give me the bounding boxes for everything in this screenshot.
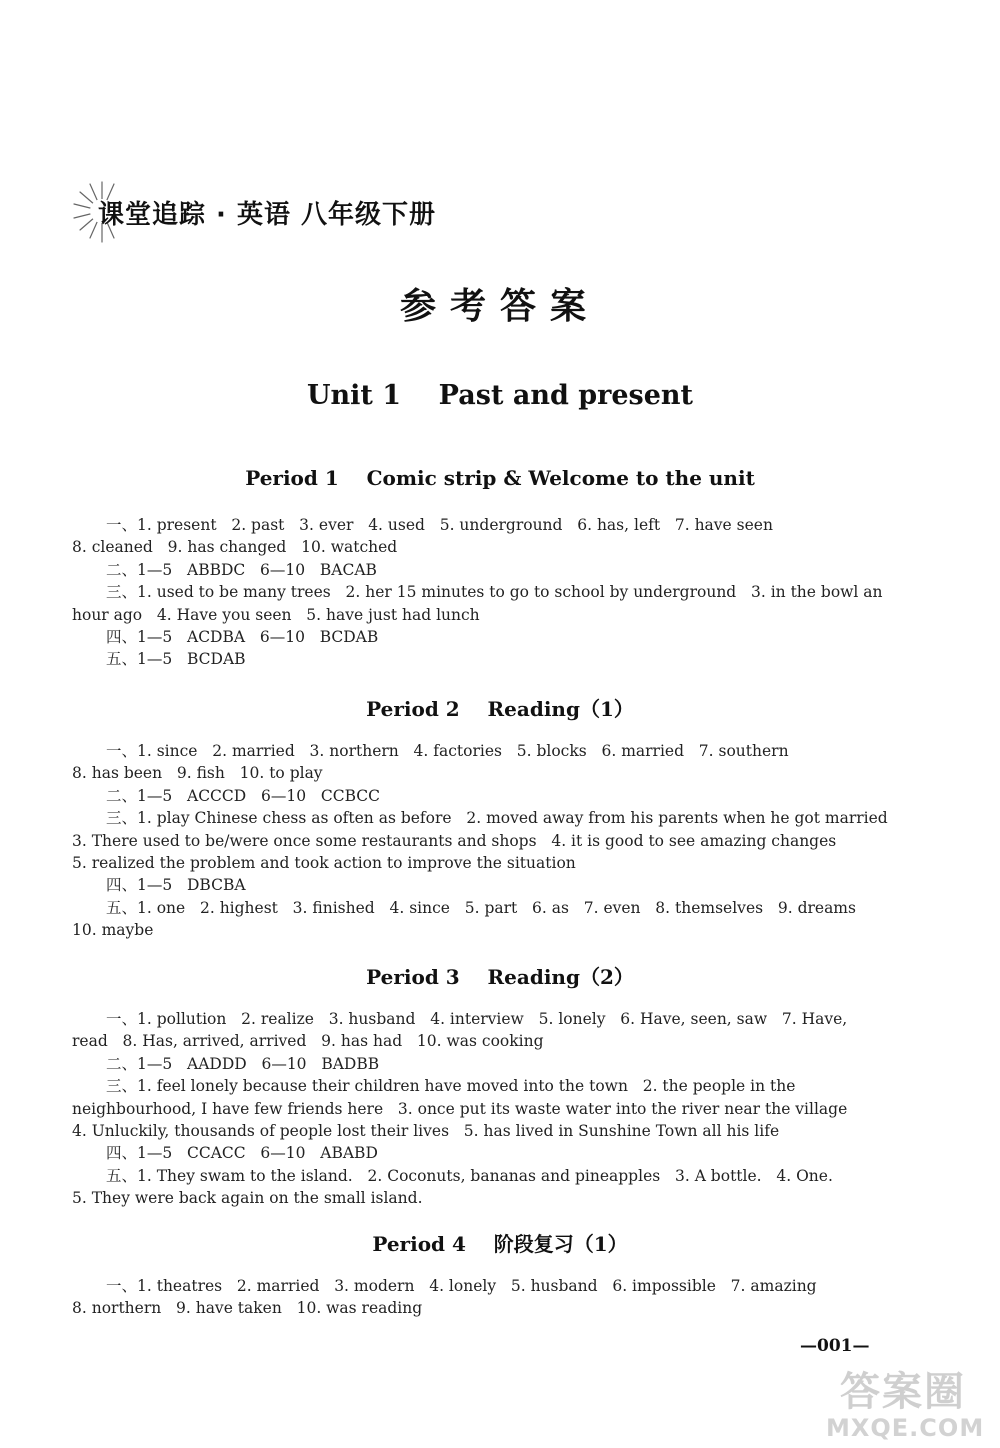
watermark-logo: [800, 1360, 996, 1444]
answer-line: 8. cleaned 9. has changed 10. watched: [72, 538, 398, 557]
answer-line: 10. maybe: [72, 921, 154, 940]
period-4-title: Period 4 阶段复习（1）: [372, 1232, 628, 1256]
answer-line: 二、1—5 ACCCD 6—10 CCBCC: [106, 786, 380, 805]
answer-line: 一、1. theatres 2. married 3. modern 4. lonely 5. husband 6. impossible 7. amazing: [106, 1277, 817, 1295]
unit-title: Unit 1 Past and present: [306, 380, 693, 411]
series-header: [72, 176, 492, 246]
answer-line: 四、1—5 CCACC 6—10 ABABD: [106, 1144, 378, 1163]
answer-line: 5. They were back again on the small island.: [72, 1189, 423, 1208]
answer-line: 四、1—5 ACDBA 6—10 BCDAB: [106, 628, 379, 647]
answer-line: 三、1. play Chinese chess as often as before 2. moved away from his parents when he got married: [106, 809, 888, 828]
answer-line: 五、1—5 BCDAB: [106, 650, 246, 669]
watermark-url: MXQE.COM: [826, 1414, 985, 1442]
answer-line: 五、1. one 2. highest 3. finished 4. since 5. part 6. as 7. even 8. themselves 9. dreams: [106, 898, 856, 917]
answer-line: 四、1—5 DBCBA: [106, 876, 246, 895]
watermark-text: 答案圈: [840, 1369, 966, 1415]
page-number: —001—: [800, 1336, 870, 1356]
answer-line: 4. Unluckily, thousands of people lost their lives 5. has lived in Sunshine Town all his life: [72, 1122, 780, 1141]
answer-line: 8. has been 9. fish 10. to play: [72, 764, 323, 783]
document-title: 参考答案: [399, 285, 600, 327]
answer-line: 一、1. pollution 2. realize 3. husband 4. interview 5. lonely 6. Have, seen, saw 7. Have,: [106, 1010, 848, 1028]
answer-line: neighbourhood, I have few friends here 3. once put its waste water into the river near the village: [72, 1099, 848, 1118]
answer-line: 5. realized the problem and took action to improve the situation: [72, 854, 576, 873]
period-2-title: Period 2 Reading（1）: [366, 697, 634, 721]
period-3-answers: [72, 1008, 882, 1210]
answer-line: 3. There used to be/were once some restaurants and shops 4. it is good to see amazing changes: [72, 831, 837, 850]
answer-line: 二、1—5 AADDD 6—10 BADBB: [106, 1054, 380, 1073]
answer-line: 8. northern 9. have taken 10. was reading: [72, 1299, 423, 1318]
period-3-title: Period 3 Reading（2）: [366, 965, 634, 989]
answer-line: 一、1. present 2. past 3. ever 4. used 5. underground 6. has, left 7. have seen: [106, 516, 773, 534]
answer-line: 一、1. since 2. married 3. northern 4. factories 5. blocks 6. married 7. southern: [106, 742, 789, 760]
series-title: 课堂追踪 · 英语 八年级下册: [98, 200, 437, 230]
answer-line: 三、1. feel lonely because their children have moved into the town 2. the people in the: [106, 1077, 796, 1096]
period-4-answers: [72, 1275, 882, 1320]
answer-line: 二、1—5 ABBDC 6—10 BACAB: [106, 560, 377, 579]
answer-line: 五、1. They swam to the island. 2. Coconuts, bananas and pineapples 3. A bottle. 4. One.: [106, 1166, 833, 1185]
period-1-title: Period 1 Comic strip & Welcome to the unit: [245, 466, 755, 490]
period-2-answers: [72, 740, 888, 942]
answer-line: 三、1. used to be many trees 2. her 15 minutes to go to school by underground 3. in the bowl an: [106, 583, 883, 602]
answer-line: hour ago 4. Have you seen 5. have just had lunch: [72, 605, 480, 624]
answer-line: read 8. Has, arrived, arrived 9. has had 10. was cooking: [72, 1032, 544, 1051]
period-1-answers: [72, 514, 882, 671]
